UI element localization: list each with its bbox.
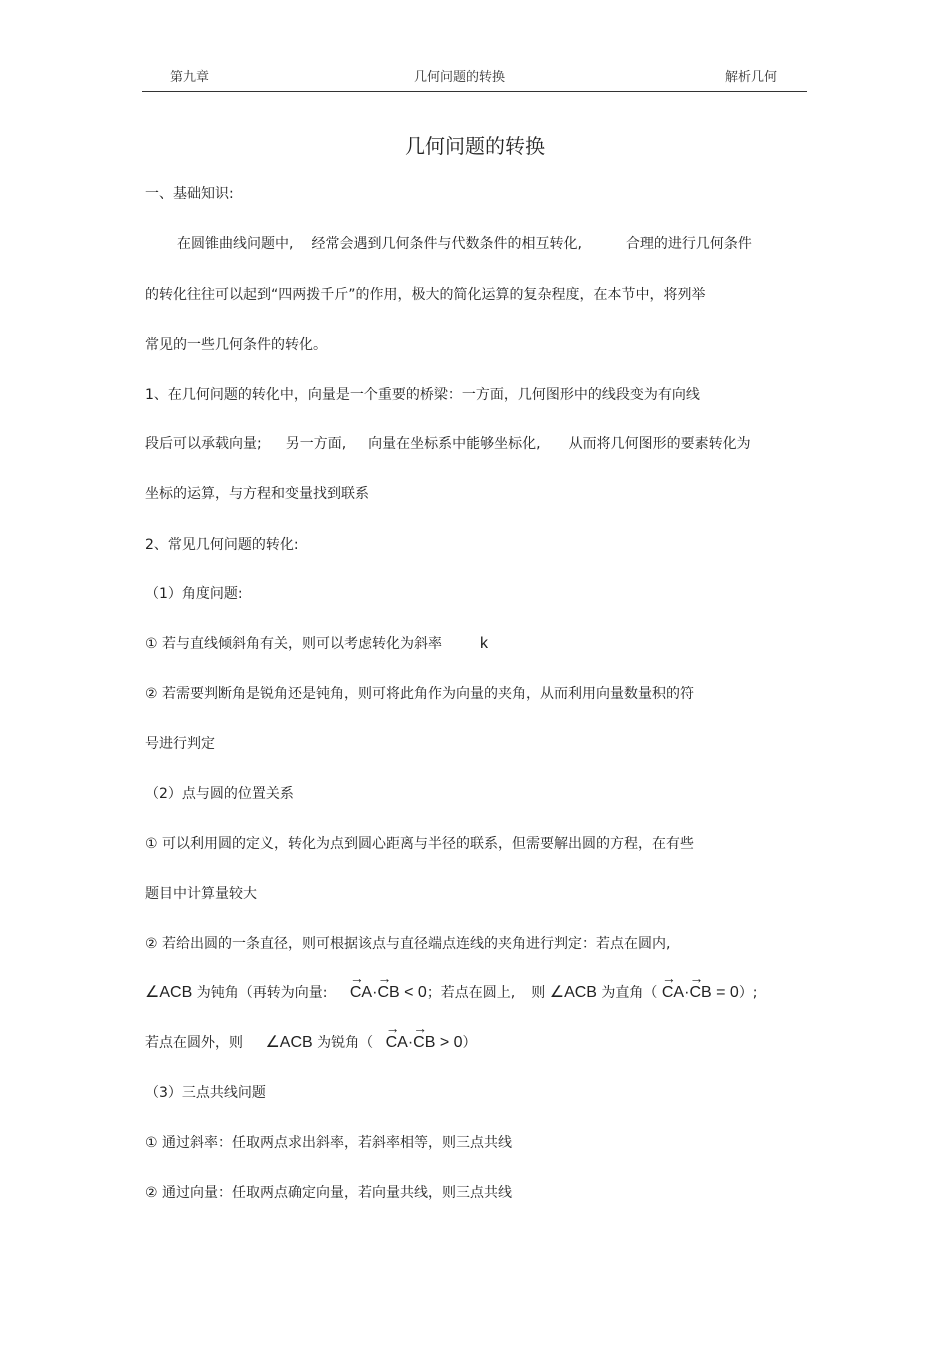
- angle-item-1: ① 若与直线倾斜角有关，则可以考虑转化为斜率 k: [145, 635, 488, 652]
- section-heading: 一、基础知识:: [145, 186, 234, 202]
- header-subject: 解析几何: [725, 70, 778, 85]
- header-chapter: 第九章: [170, 70, 210, 85]
- vector-cb: → CB: [413, 1020, 436, 1051]
- circle-item-1-line-1: ① 可以利用圆的定义，转化为点到圆心距离与半径的联系，但需要解出圆的方程，在有些: [145, 836, 694, 852]
- point1-line-3: 坐标的运算，与方程和变量找到联系: [145, 486, 369, 502]
- angle-heading: （1）角度问题:: [145, 586, 243, 602]
- angle-item-2-line-1: ② 若需要判断角是锐角还是钝角，则可将此角作为向量的夹角，从而利用向量数量积的符: [145, 686, 694, 702]
- point2-heading: 2、常见几何问题的转化:: [145, 537, 299, 553]
- header-divider: [142, 91, 807, 92]
- circle-item-2-line-2: ∠ACB 为钝角（再转为向量: → CA· → CB < 0；若点在圆上, 则 ∠ACB 为直角（ → CA· → CB = 0）;: [145, 970, 758, 1001]
- angle-item-2-line-2: 号进行判定: [145, 736, 215, 752]
- intro-line-1: 在圆锥曲线问题中, 经常会遇到几何条件与代数条件的相互转化, 合理的进行几何条件: [177, 236, 752, 252]
- circle-item-2-line-1: ② 若给出圆的一条直径，则可根据该点与直径端点连线的夹角进行判定：若点在圆内,: [145, 936, 671, 952]
- header-topic: 几何问题的转换: [414, 70, 506, 85]
- point1-line-2: 段后可以承载向量; 另一方面, 向量在坐标系中能够坐标化, 从而将几何图形的要素转化为: [145, 436, 751, 452]
- vector-ca: → CA: [349, 970, 373, 1001]
- vector-cb: → CB: [377, 970, 400, 1001]
- collinear-item-2: ② 通过向量：任取两点确定向量，若向量共线，则三点共线: [145, 1185, 512, 1201]
- circle-item-2-line-3: 若点在圆外，则 ∠ACB 为锐角（ → CA· → CB > 0）: [145, 1020, 477, 1051]
- intro-line-3: 常见的一些几何条件的转化。: [145, 337, 327, 353]
- vector-ca: → CA: [385, 1020, 408, 1051]
- circle-item-1-line-2: 题目中计算量较大: [145, 886, 257, 902]
- slope-k: k: [480, 635, 488, 652]
- circle-heading: （2）点与圆的位置关系: [145, 786, 294, 802]
- collinear-heading: （3）三点共线问题: [145, 1085, 266, 1101]
- intro-line-2: 的转化往往可以起到“四两拨千斤”的作用，极大的简化运算的复杂程度，在本节中，将列举: [145, 287, 706, 303]
- collinear-item-1: ① 通过斜率：任取两点求出斜率，若斜率相等，则三点共线: [145, 1135, 512, 1151]
- page-title: 几何问题的转换: [405, 134, 545, 158]
- vector-cb: → CB: [689, 970, 712, 1001]
- vector-ca: → CA: [661, 970, 685, 1001]
- point1-line-1: 1、在几何问题的转化中，向量是一个重要的桥梁：一方面，几何图形中的线段变为有向线: [145, 387, 700, 403]
